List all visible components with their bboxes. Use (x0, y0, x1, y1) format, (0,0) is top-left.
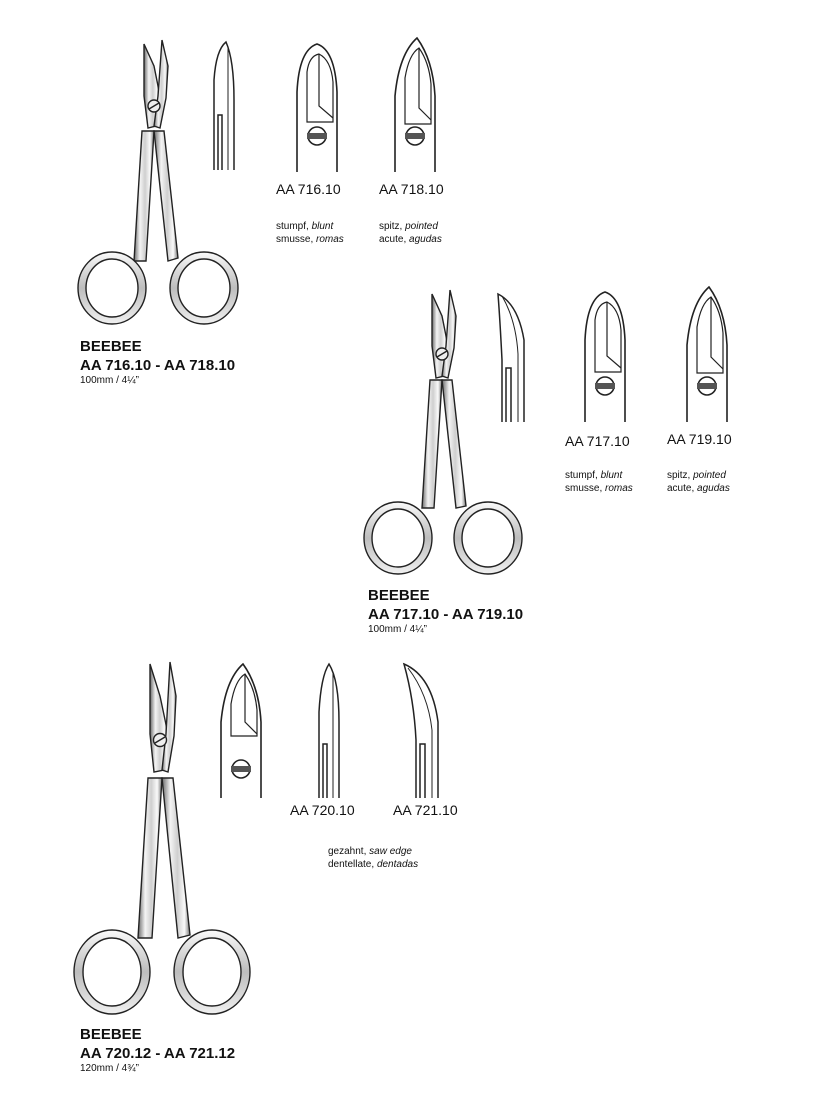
curved-tip-profile-icon (402, 660, 442, 798)
product-name: BEEBEE (80, 1026, 142, 1043)
product-size: 120mm / 4¾” (80, 1063, 139, 1074)
product-range: AA 720.12 - AA 721.12 (80, 1045, 236, 1062)
product-heading (368, 586, 523, 636)
straight-tip-profile-icon (313, 662, 345, 798)
product-name: BEEBEE (80, 338, 142, 355)
saw-edge-tip-front-icon (217, 662, 265, 798)
variant-description: spitz, pointed acute, agudas (379, 221, 442, 245)
curved-tip-profile-icon (496, 290, 530, 422)
variant-code: AA 721.10 (393, 802, 458, 818)
product-heading (80, 1025, 235, 1075)
variant-code: AA 716.10 (276, 181, 341, 197)
product-name: BEEBEE (368, 587, 430, 604)
variant-description: gezahnt, saw edge dentellate, dentadas (328, 846, 419, 870)
variant-code: AA 719.10 (667, 431, 732, 447)
blunt-tip-front-icon (581, 290, 629, 422)
variant-code: AA 717.10 (565, 433, 630, 449)
product-size: 100mm / 4¼” (368, 624, 427, 635)
product-range: AA 717.10 - AA 719.10 (368, 606, 524, 623)
product-size: 100mm / 4¼” (80, 375, 139, 386)
variant-description: stumpf, blunt smusse, romas (565, 470, 633, 494)
variant-description: stumpf, blunt smusse, romas (276, 221, 344, 245)
product-range: AA 716.10 - AA 718.10 (80, 357, 236, 374)
variant-code: AA 720.10 (290, 802, 355, 818)
product-heading (80, 337, 235, 387)
variant-description: spitz, pointed acute, agudas (667, 470, 730, 494)
straight-tip-profile-icon (208, 40, 238, 170)
variant-code: AA 718.10 (379, 181, 444, 197)
pointed-tip-front-icon (683, 285, 731, 422)
pointed-tip-front-icon (391, 36, 439, 172)
blunt-tip-front-icon (293, 42, 341, 172)
